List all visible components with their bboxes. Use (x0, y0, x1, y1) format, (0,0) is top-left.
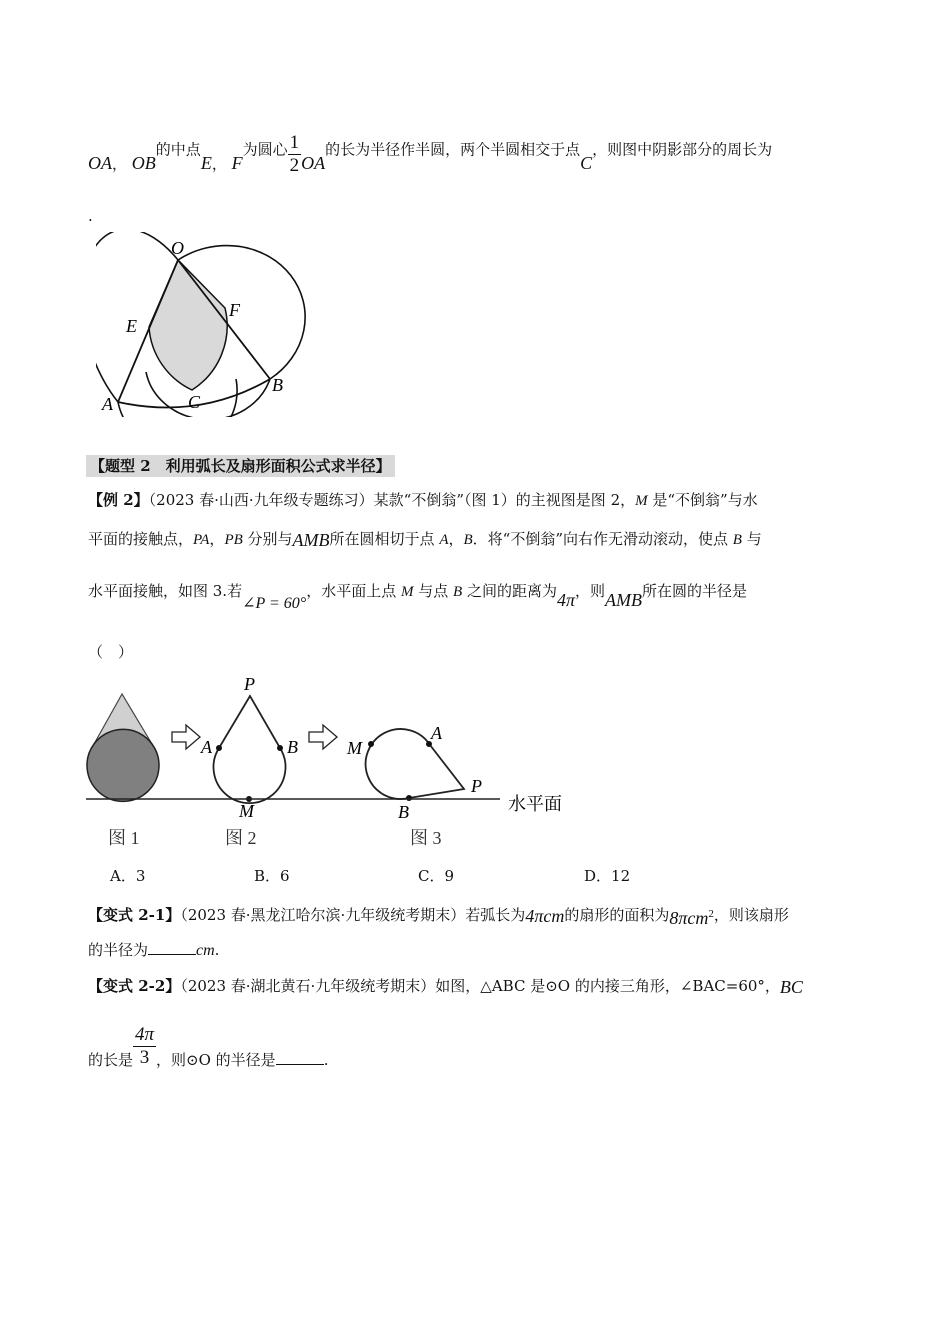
example2-line3: 水平面接触，如图 3.若∠P = 60°，水平面上点 M 与点 B 之间的距离为4π，则AMB所在圆的半径是 (88, 582, 748, 612)
label-b3: B (398, 802, 409, 822)
point-m3 (368, 741, 374, 747)
label-o: O (171, 238, 184, 258)
math-oa-2: OA (301, 152, 326, 173)
example2-line1: 【例 2】（2023 春·山西·九年级专题练习）某款“不倒翁”（图 1）的主视图是图 2，M 是“不倒翁”与水 (88, 491, 758, 509)
answer-blank[interactable] (148, 940, 196, 955)
math-f: F (231, 152, 243, 173)
label-c: C (188, 392, 201, 412)
choice-b: B．6 (254, 867, 290, 885)
answer-blank-2[interactable] (276, 1050, 324, 1065)
variant22-line2: 的长是 $\frac{4\pi}{3}$ ，则⊙O 的半径是 . (88, 1024, 329, 1069)
angle-p: ∠P = 60° (242, 595, 307, 612)
caption-fig1: 图 1 (108, 828, 140, 848)
shaded-region (149, 260, 227, 390)
ground-label: 水平面 (508, 794, 562, 814)
point-a (216, 745, 222, 751)
label-a: A (102, 394, 113, 414)
math-e: E (200, 152, 212, 173)
arc-length: 4πcm (525, 906, 565, 926)
label-f: F (229, 300, 240, 320)
caption-fig2: 图 2 (225, 828, 257, 848)
math-c: C (580, 152, 593, 173)
figure-tumbler (82, 672, 592, 852)
label-m2: M (239, 801, 254, 821)
intro-line: OA， OB的中点E， F为圆心 $\frac{1}{2}$ OA的长为半径作半圆，两个半圆相交于点C，则图中阴影部分的周长为 (88, 132, 773, 176)
variant21-line2: 的半径为 cm. (88, 941, 220, 959)
fraction-4pi-3: $\frac{4\pi}{3}$ (135, 1024, 155, 1068)
sector-area: 8πcm$^2$ (669, 908, 714, 928)
tumbler-base (87, 729, 159, 801)
fig3-shape (366, 729, 464, 799)
example2-line2: 平面的接触点，PA，PB 分别与AMB所在圆相切于点 A，B．将“不倒翁”向右作无滑动滚动，使点 B 与 (88, 530, 762, 550)
variant21-line1: 【变式 2-1】（2023 春·黑龙江哈尔滨·九年级统考期末）若弧长为4πcm的扇形的面积为8πcm$^2$，则该扇形 (88, 906, 789, 928)
label-b2: B (287, 737, 298, 757)
answer-paren: （ ） (88, 643, 134, 661)
amb-2: AMB (605, 590, 642, 610)
arc-bc: BC (779, 977, 803, 997)
math-oa: OA (88, 152, 112, 173)
figure-semicircles (96, 232, 306, 417)
label-p3: P (471, 776, 482, 796)
arc-amb: AMB (292, 530, 330, 550)
label-m3: M (347, 738, 362, 758)
point-b3 (406, 795, 412, 801)
example2-tag: 【例 2】 (88, 491, 149, 509)
label-b: B (272, 375, 283, 395)
choice-d: D．12 (584, 867, 631, 885)
label-p: P (244, 674, 255, 694)
arrow-right-icon (172, 725, 200, 749)
label-e: E (126, 316, 137, 336)
type2-heading: 【题型 2 利用弧长及扇形面积公式求半径】 (86, 455, 395, 477)
distance: 4π (556, 590, 575, 610)
fraction-half: $\frac{1}{2}$ (289, 132, 300, 176)
label-a2: A (201, 737, 212, 757)
variant22-line1: 【变式 2-2】（2023 春·湖北黄石·九年级统考期末）如图，△ABC 是⊙O 的内接三角形，∠BAC=60°，BC (88, 977, 803, 997)
choice-a: A．3 (110, 867, 146, 885)
arrow-right-icon-2 (309, 725, 337, 749)
fig2-shape (213, 696, 285, 803)
intro-period: . (88, 207, 93, 225)
choice-c: C．9 (418, 867, 455, 885)
caption-fig3: 图 3 (410, 828, 442, 848)
point-b (277, 745, 283, 751)
label-a3: A (431, 723, 442, 743)
math-ob: OB (131, 152, 156, 173)
